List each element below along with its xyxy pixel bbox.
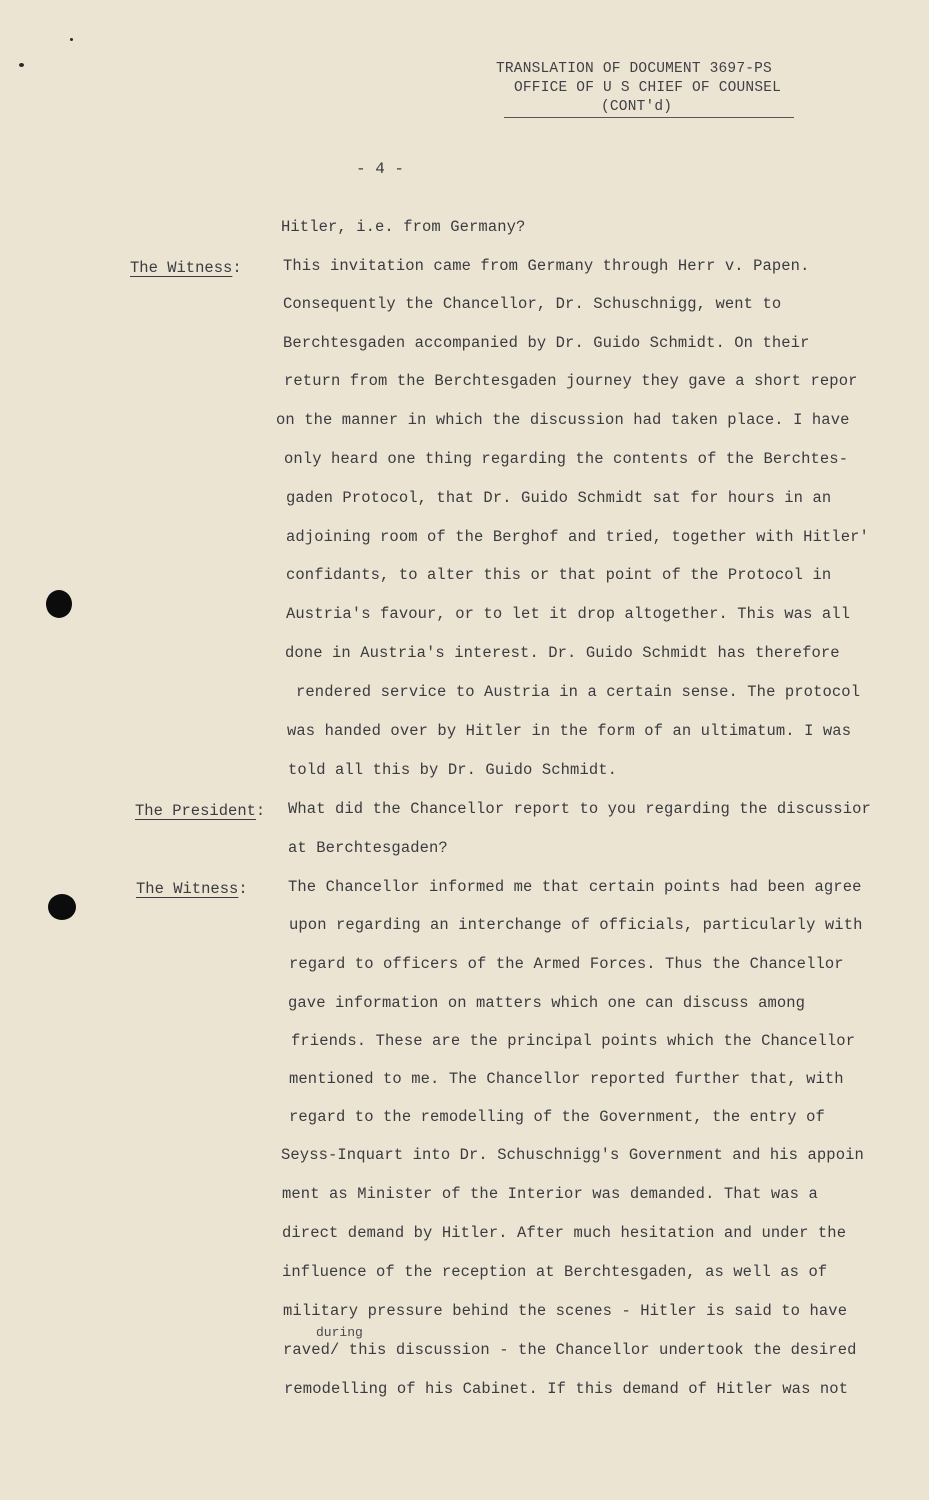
page-number: - 4 - xyxy=(356,160,405,178)
text-line: military pressure behind the scenes - Hitler is said to have xyxy=(283,1302,848,1320)
text-line: This invitation came from Germany through Herr v. Papen. xyxy=(283,257,810,275)
text-line: at Berchtesgaden? xyxy=(288,839,448,857)
text-line: done in Austria's interest. Dr. Guido Schmidt has therefore xyxy=(285,644,840,662)
header-title: TRANSLATION OF DOCUMENT 3697-PS xyxy=(496,61,772,77)
text-line: Seyss-Inquart into Dr. Schuschnigg's Government and his appoin xyxy=(281,1146,864,1164)
text-line: influence of the reception at Berchtesgaden, as well as of xyxy=(282,1263,828,1281)
text-line: regard to the remodelling of the Government, the entry of xyxy=(289,1108,825,1126)
speaker-label-president: The President: xyxy=(135,802,266,820)
text-line: regard to officers of the Armed Forces. Thus the Chancellor xyxy=(289,955,844,973)
punch-hole-lower xyxy=(48,894,76,920)
text-line: was handed over by Hitler in the form of an ultimatum. I was xyxy=(287,722,852,740)
text-line: upon regarding an interchange of officials, particularly with xyxy=(289,916,863,934)
text-line: Consequently the Chancellor, Dr. Schuschnigg, went to xyxy=(283,295,782,313)
text-line: mentioned to me. The Chancellor reported further that, with xyxy=(289,1070,844,1088)
text-line: confidants, to alter this or that point of the Protocol in xyxy=(286,566,832,584)
punch-hole-upper xyxy=(46,590,72,618)
text-line: friends. These are the principal points which the Chancellor xyxy=(291,1032,856,1050)
text-line: only heard one thing regarding the contents of the Berchtes- xyxy=(284,450,849,468)
text-line: adjoining room of the Berghof and tried, together with Hitler' xyxy=(286,528,869,546)
text-line: on the manner in which the discussion had taken place. I have xyxy=(276,411,850,429)
text-line: direct demand by Hitler. After much hesitation and under the xyxy=(282,1224,847,1242)
text-line: Hitler, i.e. from Germany? xyxy=(281,218,526,236)
ink-speck xyxy=(70,38,73,41)
text-line: Berchtesgaden accompanied by Dr. Guido Schmidt. On their xyxy=(283,334,810,352)
text-line: ment as Minister of the Interior was demanded. That was a xyxy=(282,1185,818,1203)
text-line: Austria's favour, or to let it drop altogether. This was all xyxy=(286,605,851,623)
speaker-label-witness-2: The Witness: xyxy=(136,880,248,898)
text-line: rendered service to Austria in a certain sense. The protocol xyxy=(296,683,861,701)
document-header xyxy=(496,60,816,117)
handwritten-insertion: during xyxy=(316,1325,363,1340)
text-line: gaden Protocol, that Dr. Guido Schmidt sat for hours in an xyxy=(286,489,832,507)
text-line: The Chancellor informed me that certain points had been agree xyxy=(288,878,862,896)
text-line: told all this by Dr. Guido Schmidt. xyxy=(288,761,618,779)
ink-speck xyxy=(19,63,24,67)
text-line: What did the Chancellor report to you regarding the discussior xyxy=(288,800,871,818)
text-line: raved/ this discussion - the Chancellor undertook the desired xyxy=(283,1341,857,1359)
text-line: gave information on matters which one can discuss among xyxy=(288,994,806,1012)
text-line: return from the Berchtesgaden journey they gave a short repor xyxy=(284,372,858,390)
header-office: OFFICE OF U S CHIEF OF COUNSEL xyxy=(514,80,782,96)
header-underline xyxy=(504,117,794,118)
text-line: remodelling of his Cabinet. If this demand of Hitler was not xyxy=(284,1380,849,1398)
header-continued: (CONT'd) xyxy=(601,99,673,115)
speaker-label-witness-1: The Witness: xyxy=(130,259,242,277)
